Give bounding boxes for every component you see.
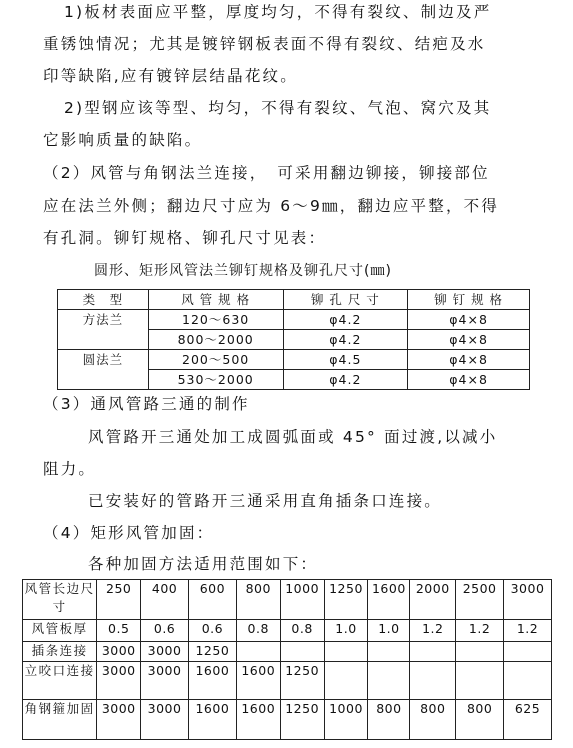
cell-type: 圆法兰 xyxy=(58,350,149,390)
table-cell xyxy=(410,662,456,700)
para-4-line-3: 阻力。 xyxy=(43,460,97,478)
cell-rivet: φ4×8 xyxy=(408,330,530,350)
table-row xyxy=(23,700,552,740)
para-3-line-3: 有孔洞。铆钉规格、铆孔尺寸见表： xyxy=(43,229,327,247)
para-7-line-1: 各种加固方法适用范围如下： xyxy=(88,555,319,573)
table-cell: 1250 xyxy=(324,580,368,620)
cell-type: 方法兰 xyxy=(58,310,149,350)
cell-spec: 530～2000 xyxy=(148,370,283,390)
table-cell: 800 xyxy=(236,580,280,620)
table-cell: 2500 xyxy=(456,580,504,620)
table-cell: 1.2 xyxy=(504,620,552,642)
table-cell: 800 xyxy=(368,700,410,740)
table-cell: 625 xyxy=(504,700,552,740)
table-cell: 1600 xyxy=(368,580,410,620)
table-cell: 600 xyxy=(188,580,236,620)
table-cell: 1.2 xyxy=(410,620,456,642)
table-cell: 1600 xyxy=(188,662,236,700)
row-label: 风管板厚 xyxy=(23,620,97,642)
table-cell: 0.8 xyxy=(280,620,324,642)
cell-hole: φ4.2 xyxy=(283,330,408,350)
para-2-line-1: 2)型钢应该等型、均匀，不得有裂纹、气泡、窝穴及其 xyxy=(64,99,492,117)
table-cell: 1250 xyxy=(280,662,324,700)
row-label: 风管长边尺寸 xyxy=(23,580,97,620)
table-cell: 400 xyxy=(141,580,189,620)
table-cell: 3000 xyxy=(141,642,189,662)
table-cell xyxy=(410,642,456,662)
table-row xyxy=(23,642,552,662)
para-1-line-2: 重锈蚀情况；尤其是镀锌钢板表面不得有裂纹、结疤及水 xyxy=(43,35,486,53)
table-cell xyxy=(324,642,368,662)
table-cell: 3000 xyxy=(97,642,141,662)
para-1-line-1: 1)板材表面应平整，厚度均匀，不得有裂纹、制边及严 xyxy=(64,3,492,21)
table-cell xyxy=(456,642,504,662)
para-2-line-2: 它影响质量的缺陷。 xyxy=(43,131,203,149)
para-3-line-1: （2）风管与角钢法兰连接， 可采用翻边铆接，铆接部位 xyxy=(43,164,490,182)
table-cell: 3000 xyxy=(141,700,189,740)
table-cell: 3000 xyxy=(97,700,141,740)
table-cell xyxy=(368,642,410,662)
row-label: 立咬口连接 xyxy=(23,662,97,700)
para-5-line-1: 已安装好的管路开三通采用直角插条口连接。 xyxy=(88,492,443,510)
table-cell: 0.8 xyxy=(236,620,280,642)
cell-spec: 120～630 xyxy=(148,310,283,330)
header-rivet-spec: 铆 钉 规 格 xyxy=(408,290,530,310)
table-cell: 1600 xyxy=(188,700,236,740)
para-6-line-1: （4）矩形风管加固： xyxy=(43,524,215,542)
table-cell: 1250 xyxy=(188,642,236,662)
cell-rivet: φ4×8 xyxy=(408,370,530,390)
table-cell: 250 xyxy=(97,580,141,620)
cell-rivet: φ4×8 xyxy=(408,310,530,330)
table-row xyxy=(23,662,552,700)
para-1-line-3: 印等缺陷,应有镀锌层结晶花纹。 xyxy=(43,67,298,85)
table-row xyxy=(23,620,552,642)
table-cell: 2000 xyxy=(410,580,456,620)
table-header-row xyxy=(58,290,530,310)
table-cell xyxy=(324,662,368,700)
rivet-spec-table xyxy=(57,289,530,390)
cell-hole: φ4.2 xyxy=(283,370,408,390)
para-3-line-2: 应在法兰外侧；翻边尺寸应为 6～9㎜，翻边应平整，不得 xyxy=(43,197,500,215)
table-cell xyxy=(504,642,552,662)
header-duct-spec: 风 管 规 格 xyxy=(148,290,283,310)
header-hole-size: 铆 孔 尺 寸 xyxy=(283,290,408,310)
table-cell: 0.6 xyxy=(141,620,189,642)
cell-rivet: φ4×8 xyxy=(408,350,530,370)
table-cell xyxy=(236,642,280,662)
cell-hole: φ4.5 xyxy=(283,350,408,370)
table-cell: 3000 xyxy=(97,662,141,700)
reinforcement-range-table xyxy=(22,579,552,740)
cell-hole: φ4.2 xyxy=(283,310,408,330)
table-cell: 1.0 xyxy=(368,620,410,642)
table1-caption: 圆形、矩形风管法兰铆钉规格及铆孔尺寸(㎜) xyxy=(94,263,392,279)
table-row xyxy=(58,310,530,330)
cell-spec: 200～500 xyxy=(148,350,283,370)
row-label: 角钢箍加固 xyxy=(23,700,97,740)
row-label: 插条连接 xyxy=(23,642,97,662)
table-cell: 1.2 xyxy=(456,620,504,642)
table-cell: 3000 xyxy=(141,662,189,700)
table-cell xyxy=(456,662,504,700)
table-cell: 1.0 xyxy=(324,620,368,642)
table-cell: 0.5 xyxy=(97,620,141,642)
para-4-line-1: （3）通风管路三通的制作 xyxy=(43,395,250,413)
table-cell: 1000 xyxy=(280,580,324,620)
table-cell: 1600 xyxy=(236,700,280,740)
table-cell xyxy=(280,642,324,662)
table-cell: 0.6 xyxy=(188,620,236,642)
table-row xyxy=(58,350,530,370)
table-row xyxy=(23,580,552,620)
table-cell: 1250 xyxy=(280,700,324,740)
table-cell xyxy=(368,662,410,700)
table-cell: 3000 xyxy=(504,580,552,620)
table-cell: 1600 xyxy=(236,662,280,700)
table-cell: 1000 xyxy=(324,700,368,740)
table-cell: 800 xyxy=(410,700,456,740)
table-cell: 800 xyxy=(456,700,504,740)
table-cell xyxy=(504,662,552,700)
para-4-line-2: 风管路开三通处加工成圆弧面或 45° 面过渡,以减小 xyxy=(88,428,498,446)
cell-spec: 800～2000 xyxy=(148,330,283,350)
header-type: 类 型 xyxy=(58,290,149,310)
